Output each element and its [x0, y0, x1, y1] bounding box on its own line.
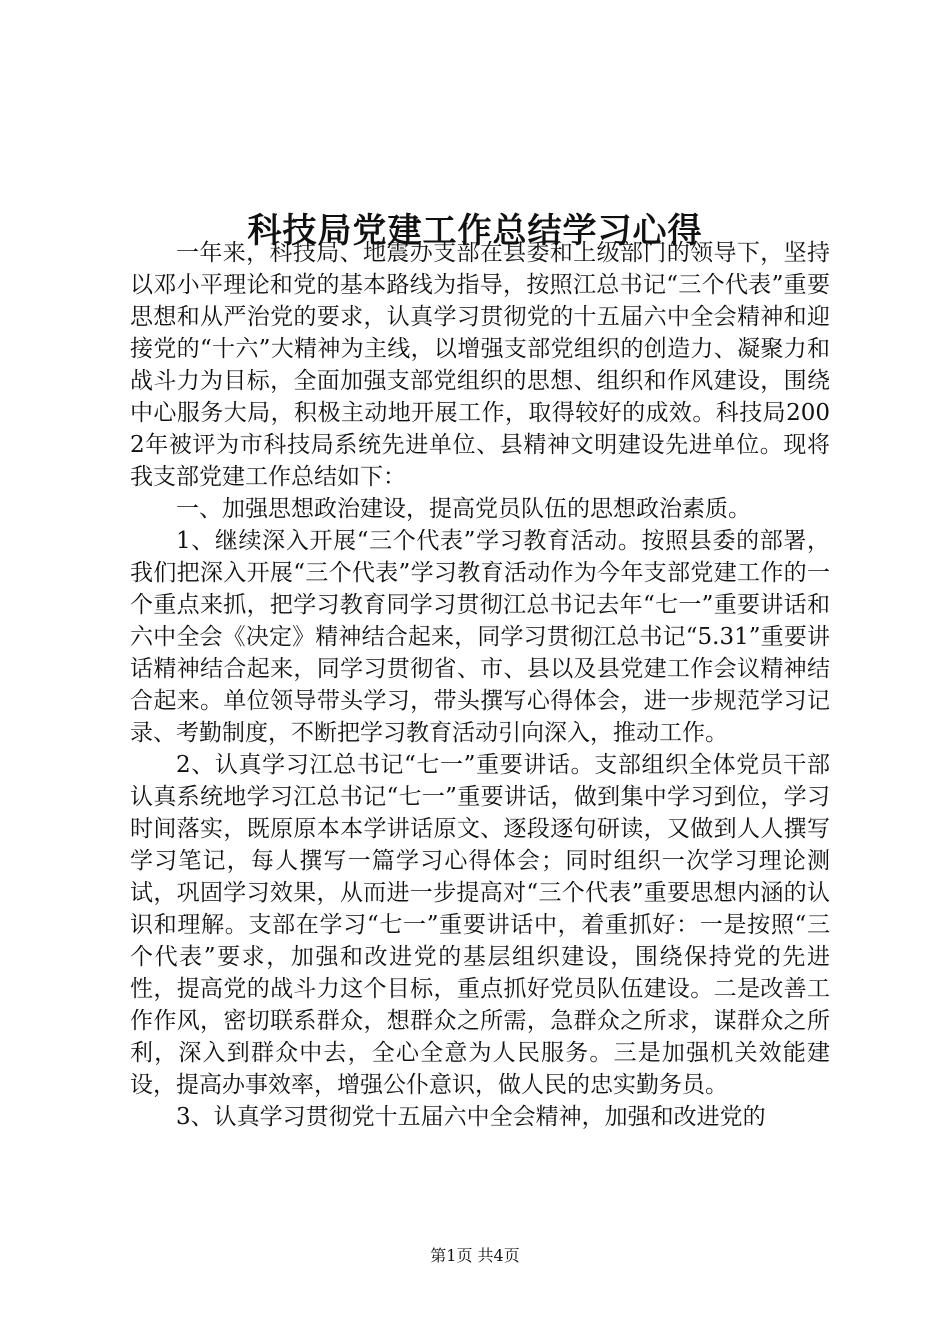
- page-footer: 第1页 共4页: [430, 1246, 520, 1265]
- paragraph-item-3: 3、认真学习贯彻党十五届六中全会精神，加强和改进党的: [176, 1104, 766, 1130]
- document-title: 科技局党建工作总结学习心得: [247, 210, 703, 251]
- paragraph-intro: 一年来，科技局、地震办支部在县委和上级部门的领导下，坚持以邓小平理论和党的基本路线为指导，按照江总书记“三个代表”重要思想和从严治党的要求，认真学习贯彻党的十五届六中全会精神和迎接党的“十六”大精神为主线，以增强支部党组织的创造力、凝聚力和战斗力为目标，全面加强支部党组织的思想、组织和作风建设，围绕中心服务大局，积极主动地开展工作，取得较好的成效。科技局2002年被评为市科技局系统先进单位、县精神文明建设先进单位。现将我支部党建工作总结如下：: [130, 240, 830, 490]
- document-body: [130, 237, 830, 1133]
- paragraph-item-2: 2、认真学习江总书记“七一”重要讲话。支部组织全体党员干部认真系统地学习江总书记“七一”重要讲话，做到集中学习到位，学习时间落实，既原原本本学讲话原文、逐段逐句研读，又做到人人撰写学习笔记，每人撰写一篇学习心得体会；同时组织一次学习理论测试，巩固学习效果，从而进一步提高对“三个代表”重要思想内涵的认识和理解。支部在学习“七一”重要讲话中，着重抓好：一是按照“三个代表”要求，加强和改进党的基层组织建设，围绕保持党的先进性，提高党的战斗力这个目标，重点抓好党员队伍建设。二是改善工作作风，密切联系群众，想群众之所需，急群众之所求，谋群众之所利，深入到群众中去，全心全意为人民服务。三是加强机关效能建设，提高办事效率，增强公仆意识，做人民的忠实勤务员。: [130, 752, 830, 1098]
- paragraph-item-1: 1、继续深入开展“三个代表”学习教育活动。按照县委的部署，我们把深入开展“三个代表”学习教育活动作为今年支部党建工作的一个重点来抓，把学习教育同学习贯彻江总书记去年“七一”重要讲话和六中全会《决定》精神结合起来，同学习贯彻江总书记“5.31”重要讲话精神结合起来，同学习贯彻省、市、县以及县党建工作会议精神结合起来。单位领导带头学习，带头撰写心得体会，进一步规范学习记录、考勤制度，不断把学习教育活动引向深入，推动工作。: [130, 528, 830, 746]
- paragraph-section-heading: 一、加强思想政治建设，提高党员队伍的思想政治素质。: [176, 496, 751, 522]
